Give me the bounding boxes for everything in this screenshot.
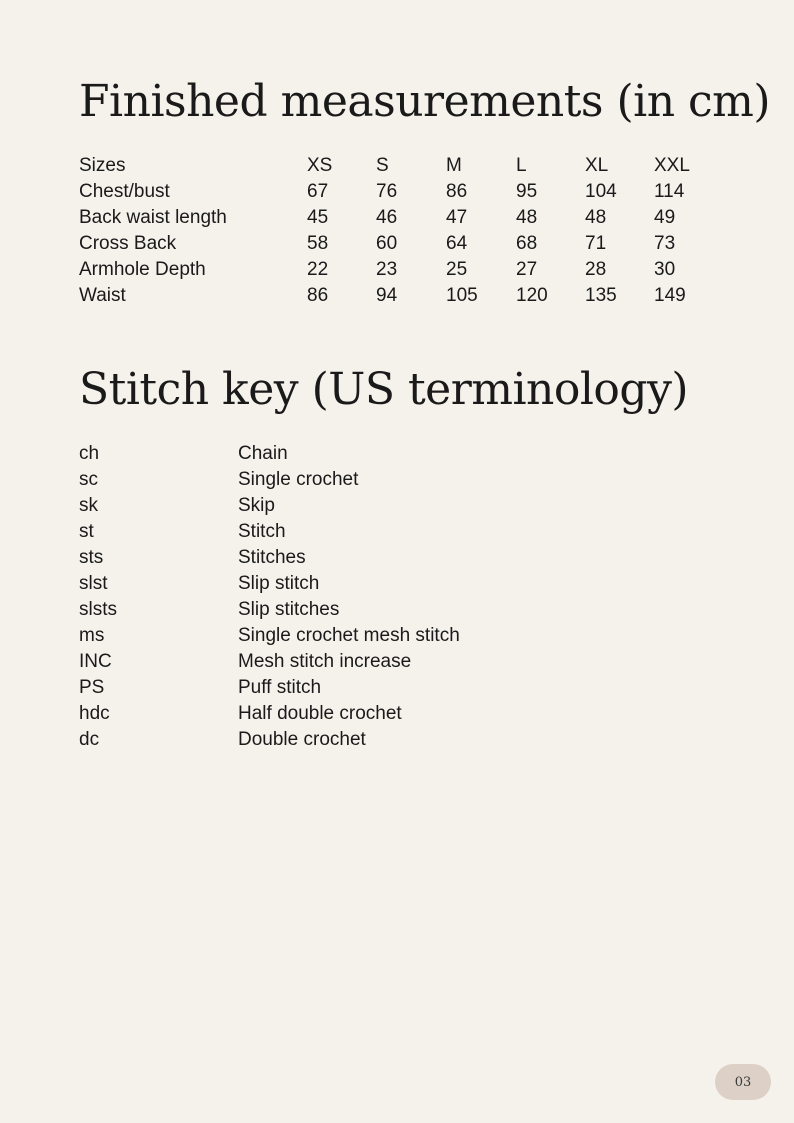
row-label: Cross Back <box>79 233 177 254</box>
list-item <box>79 493 460 519</box>
page-number-badge <box>715 1064 771 1100</box>
stitch-meaning: Single crochet <box>238 469 359 490</box>
list-item <box>79 727 460 753</box>
stitch-abbreviation: slst <box>79 573 108 594</box>
list-item <box>79 623 460 649</box>
stitch-abbreviation: dc <box>79 729 100 750</box>
row-label: Chest/bust <box>79 181 170 202</box>
stitch-abbreviation: slsts <box>79 599 117 620</box>
header-cell: S <box>376 155 389 176</box>
list-item <box>79 675 460 701</box>
table-cell: 25 <box>446 259 468 280</box>
table-cell: 68 <box>516 233 538 254</box>
table-cell: 86 <box>446 181 468 202</box>
table-cell: 149 <box>654 285 686 306</box>
list-item <box>79 701 460 727</box>
table-cell: 76 <box>376 181 398 202</box>
table-cell: 60 <box>376 233 398 254</box>
list-item <box>79 649 460 675</box>
table-row <box>79 205 714 231</box>
stitch-meaning: Single crochet mesh stitch <box>238 625 460 646</box>
table-cell: 104 <box>585 181 617 202</box>
header-cell: XL <box>585 155 609 176</box>
stitch-meaning: Half double crochet <box>238 703 402 724</box>
table-cell: 48 <box>585 207 607 228</box>
table-cell: 67 <box>307 181 329 202</box>
stitch-abbreviation: INC <box>79 651 112 672</box>
list-item <box>79 571 460 597</box>
page-number: 03 <box>734 1074 752 1090</box>
stitch-abbreviation: ch <box>79 443 100 464</box>
header-cell: XXL <box>654 155 690 176</box>
table-cell: 71 <box>585 233 607 254</box>
stitch-meaning: Stitch <box>238 521 286 542</box>
list-item <box>79 545 460 571</box>
stitch-meaning: Skip <box>238 495 275 516</box>
list-item <box>79 467 460 493</box>
table-cell: 27 <box>516 259 538 280</box>
row-label: Back waist length <box>79 207 227 228</box>
table-row <box>79 257 714 283</box>
table-cell: 73 <box>654 233 676 254</box>
table-cell: 105 <box>446 285 478 306</box>
stitch-meaning: Double crochet <box>238 729 366 750</box>
stitch-meaning: Stitches <box>238 547 306 568</box>
table-cell: 22 <box>307 259 329 280</box>
measurements-title: Finished measurements (in cm) <box>79 76 771 127</box>
header-cell: Sizes <box>79 155 126 176</box>
table-cell: 23 <box>376 259 398 280</box>
row-label: Waist <box>79 285 126 306</box>
stitch-meaning: Mesh stitch increase <box>238 651 412 672</box>
header-cell: XS <box>307 155 333 176</box>
table-cell: 86 <box>307 285 329 306</box>
measurements-table <box>79 153 714 309</box>
table-cell: 45 <box>307 207 329 228</box>
header-cell: M <box>446 155 462 176</box>
stitch-abbreviation: sc <box>79 469 98 490</box>
stitch-abbreviation: ms <box>79 625 105 646</box>
table-cell: 95 <box>516 181 538 202</box>
table-cell: 48 <box>516 207 538 228</box>
stitch-meaning: Puff stitch <box>238 677 322 698</box>
table-row <box>79 283 714 309</box>
stitch-abbreviation: PS <box>79 677 105 698</box>
list-item <box>79 597 460 623</box>
table-cell: 47 <box>446 207 468 228</box>
table-cell: 135 <box>585 285 617 306</box>
stitch-meaning: Chain <box>238 443 288 464</box>
row-label: Armhole Depth <box>79 259 206 280</box>
table-cell: 120 <box>516 285 548 306</box>
stitch-abbreviation: sk <box>79 495 98 516</box>
stitch-meaning: Slip stitches <box>238 599 340 620</box>
table-row <box>79 179 714 205</box>
table-cell: 64 <box>446 233 468 254</box>
table-cell: 46 <box>376 207 398 228</box>
header-cell: L <box>516 155 527 176</box>
table-cell: 94 <box>376 285 398 306</box>
table-cell: 58 <box>307 233 329 254</box>
stitch-abbreviation: hdc <box>79 703 110 724</box>
table-cell: 114 <box>654 181 685 202</box>
table-row <box>79 231 714 257</box>
table-header-row <box>79 153 714 179</box>
stitch-key-title: Stitch key (US terminology) <box>79 364 689 415</box>
stitch-meaning: Slip stitch <box>238 573 320 594</box>
table-cell: 28 <box>585 259 607 280</box>
table-cell: 30 <box>654 259 676 280</box>
list-item <box>79 519 460 545</box>
stitch-abbreviation: st <box>79 521 94 542</box>
stitch-key-list <box>79 441 460 753</box>
stitch-abbreviation: sts <box>79 547 104 568</box>
table-cell: 49 <box>654 207 676 228</box>
list-item <box>79 441 460 467</box>
